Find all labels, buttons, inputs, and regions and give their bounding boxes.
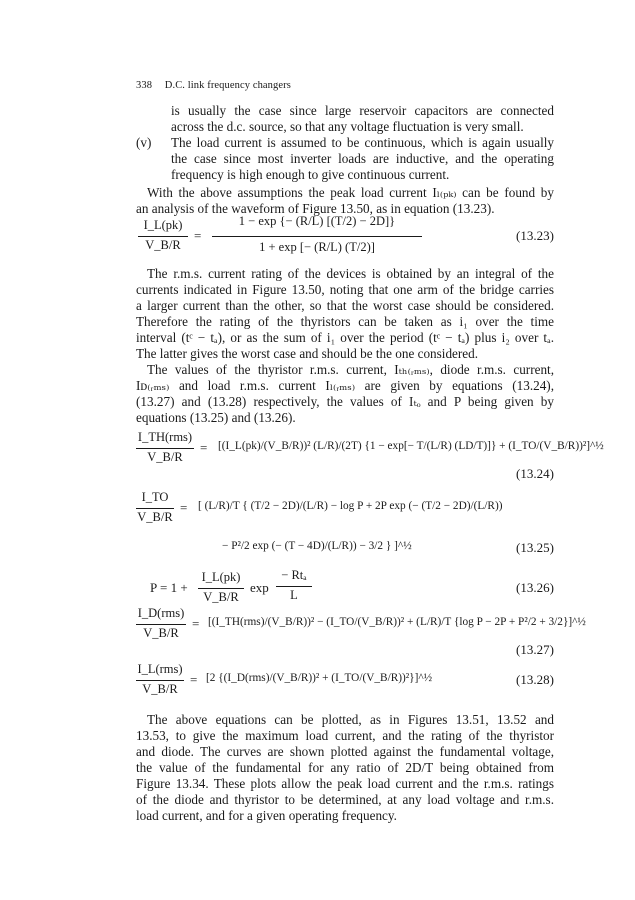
eq-line-2: − P²/2 exp (− (T − 4D)/(L/R)) − 3/2 } ]^½ [222,540,412,552]
text-line: Figure 13.34. These plots allow the peak load current and the r.m.s. ratings [136,776,554,791]
equation-number: (13.24) [516,466,554,481]
eq-lhs: P = 1 + [150,580,188,595]
eq-exp-numerator: − Rtₐ [281,568,307,582]
text-line: frequency is high enough to give continuous current. [171,167,450,182]
eq-lhs-numerator: I_TH(rms) [137,430,193,444]
text-line: an analysis of the waveform of Figure 13.50, as in equation (13.23). [136,201,495,216]
eq-lhs-numerator: I_TO [141,490,169,504]
text-line: load current, and for a given operating frequency. [136,808,397,823]
text-line: currents indicated in Figure 13.50, noting that one arm of the bridge carries [136,282,554,297]
text-line: With the above assumptions the peak load current Iₗ₍ₚₖ₎ can be found by [147,185,554,200]
text-line: (13.27) and (13.28) respectively, the values of Iₜₒ and P being given by [136,394,554,409]
running-header [136,80,291,91]
text-line: the value of the fundamental for any ratio of 2D/T being obtained from [136,760,554,775]
text-line: The load current is assumed to be continuous, which is again usually [171,135,554,150]
eq-exp: exp [250,580,269,595]
eq-lhs-denominator: V_B/R [137,510,173,524]
equation-number: (13.25) [516,540,554,555]
eq-lhs-denominator: V_B/R [145,238,181,252]
text-line: The above equations can be plotted, as in Figures 13.51, 13.52 and [147,712,554,727]
eq-body: [(I_TH(rms)/(V_B/R))² − (I_TO/(V_B/R))² + (L/R)/T {log P − 2P + P²/2 + 3/2}]^½ [208,616,586,628]
eq-exp-denominator: L [290,588,298,602]
text-line: The r.m.s. current rating of the devices is obtained by an integral of the [147,266,554,281]
eq-frac-numerator: I_L(pk) [201,570,241,584]
list-marker: (v) [136,135,152,150]
text-line: equations (13.25) and (13.26). [136,410,296,425]
equation-number: (13.23) [516,228,554,243]
eq-lhs-numerator: I_L(pk) [143,218,183,232]
text-line: Therefore the rating of the thyristors can be taken as i₁ over the time [136,314,554,329]
book-page: 338 D.C. link frequency changers is usually the case since large reservoir capacitors are connected across the d.c. source, so that any voltage fluctuation is very small. (v) The load current is assumed to be continuous, which is again usually the case since most inverter loads are inductive, and the operating frequency is high enough to give continuous current. With the above assumptions the peak load current Iₗ₍ₚₖ₎ can be found by an analysis of the waveform of Figure 13.50, as in equation (13.23). I_L(pk) V_B/R = 1 − exp {− (R/L) [(T/2) − 2D]} 1 + exp [− (R/L) (T/2)] (13.23) The r.m.s. current rating of the devices is obtained by an integral of the currents indicated in Figure 13.50, noting that one arm of the bridge carries a larger current than the other, so that the worst case should be considered. Therefore the rating of the thyristors can be taken as i₁ over the time interval (tᶜ − tₐ), or as the sum of i₁ over the period (tᶜ − tₐ) plus i₂ over tₐ. The latter gives the worst case and should be the one considered. The values of the thyristor r.m.s. current, Iₜₕ₍ᵣₘₛ₎, diode r.m.s. current, Iᴅ₍ᵣₘₛ₎ and load r.m.s. current Iₗ₍ᵣₘₛ₎ are given by equations (13.24), (13.27) and (13.28) respectively, the values of Iₜₒ and P being given by equations (13.25) and (13.26). I_TH(rms) V_B/R = [(I_L(pk)/(V_B/R))² (L/R)/(2T) {1 − exp[− T/(L/R) (LD/T)]} + (I_TO/(V_B/R))²]^½ (13.24) I_TO V_B/R = [ (L/R)/T { (T/2 − 2D)/(L/R) − log P + 2P exp (− (T/2 − 2D)/(L/R)) − P²/2 exp (− (T − 4D)/(L/R)) − 3/2 } ]^½ (13.25) P = 1 + I_L(pk) V_B/R exp − Rtₐ L (13.26) I_D(rms) V_B/R = [(I_TH(rms)/(V_B/R))² − (I_TO/(V_B/R))² + (L/R)/T {log P − 2P + P²/2 + 3/2}]^½ (13.27) I_L(rms) V_B/R = [2 {(I_D(rms)/(V_B/R))² + (I_TO/(V_B/R))²}]^½ (13.28) The above equations can be plotted, as in Figures 13.51, 13.52 and 13.53, to give the maximum load current, and the rating of the thyristor and diode. The curves are shown plotted against the fundamental voltage, the value of the fundamental for any ratio of 2D/T being obtained from Figure 13.34. These plots allow the peak load current and the r.m.s. ratings of the diode and thyristor to be determined, at any load voltage and r.m.s. load current, and for a given operating frequency. [136,80,604,823]
eq-body: [2 {(I_D(rms)/(V_B/R))² + (I_TO/(V_B/R))²}]^½ [206,672,433,684]
eq-body: [(I_L(pk)/(V_B/R))² (L/R)/(2T) {1 − exp[− T/(L/R) (LD/T)]} + (I_TO/(V_B/R))²]^½ [218,440,604,452]
running-title: D.C. link frequency changers [164,80,291,91]
eq-lhs-denominator: V_B/R [143,626,179,640]
text-line: The latter gives the worst case and should be the one considered. [136,346,479,361]
equation-number: (13.26) [516,580,554,595]
eq-lhs-numerator: I_D(rms) [137,606,185,620]
text-line: a larger current than the other, so that the worst case should be considered. [136,298,554,313]
eq-numerator: 1 − exp {− (R/L) [(T/2) − 2D]} [238,214,396,228]
eq-lhs-denominator: V_B/R [142,682,178,696]
text-line: The values of the thyristor r.m.s. current, Iₜₕ₍ᵣₘₛ₎, diode r.m.s. current, [147,362,554,377]
eq-frac-denominator: V_B/R [203,590,239,604]
text-line: and diode. The curves are shown plotted against the fundamental voltage, [136,744,554,759]
page-number: 338 [136,80,153,91]
eq-lhs-numerator: I_L(rms) [137,662,183,676]
text-line: the case since most inverter loads are inductive, and the operating [171,151,554,166]
text-line: Iᴅ₍ᵣₘₛ₎ and load r.m.s. current Iₗ₍ᵣₘₛ₎ are given by equations (13.24), [136,378,554,393]
eq-denominator: 1 + exp [− (R/L) (T/2)] [259,240,375,254]
text-line: interval (tᶜ − tₐ), or as the sum of i₁ over the period (tᶜ − tₐ) plus i₂ over tₐ. [136,330,554,345]
equation-number: (13.27) [516,642,554,657]
text-line: is usually the case since large reservoir capacitors are connected [171,103,554,118]
equation-number: (13.28) [516,672,554,687]
eq-lhs-denominator: V_B/R [147,450,183,464]
text-line: of the diode and thyristor to be determined, at any load voltage and r.m.s. [136,792,554,807]
text-line: across the d.c. source, so that any voltage fluctuation is very small. [171,119,524,134]
eq-line-1: [ (L/R)/T { (T/2 − 2D)/(L/R) − log P + 2P exp (− (T/2 − 2D)/(L/R)) [198,500,503,512]
text-line: 13.53, to give the maximum load current, and the rating of the thyristor [136,728,554,743]
